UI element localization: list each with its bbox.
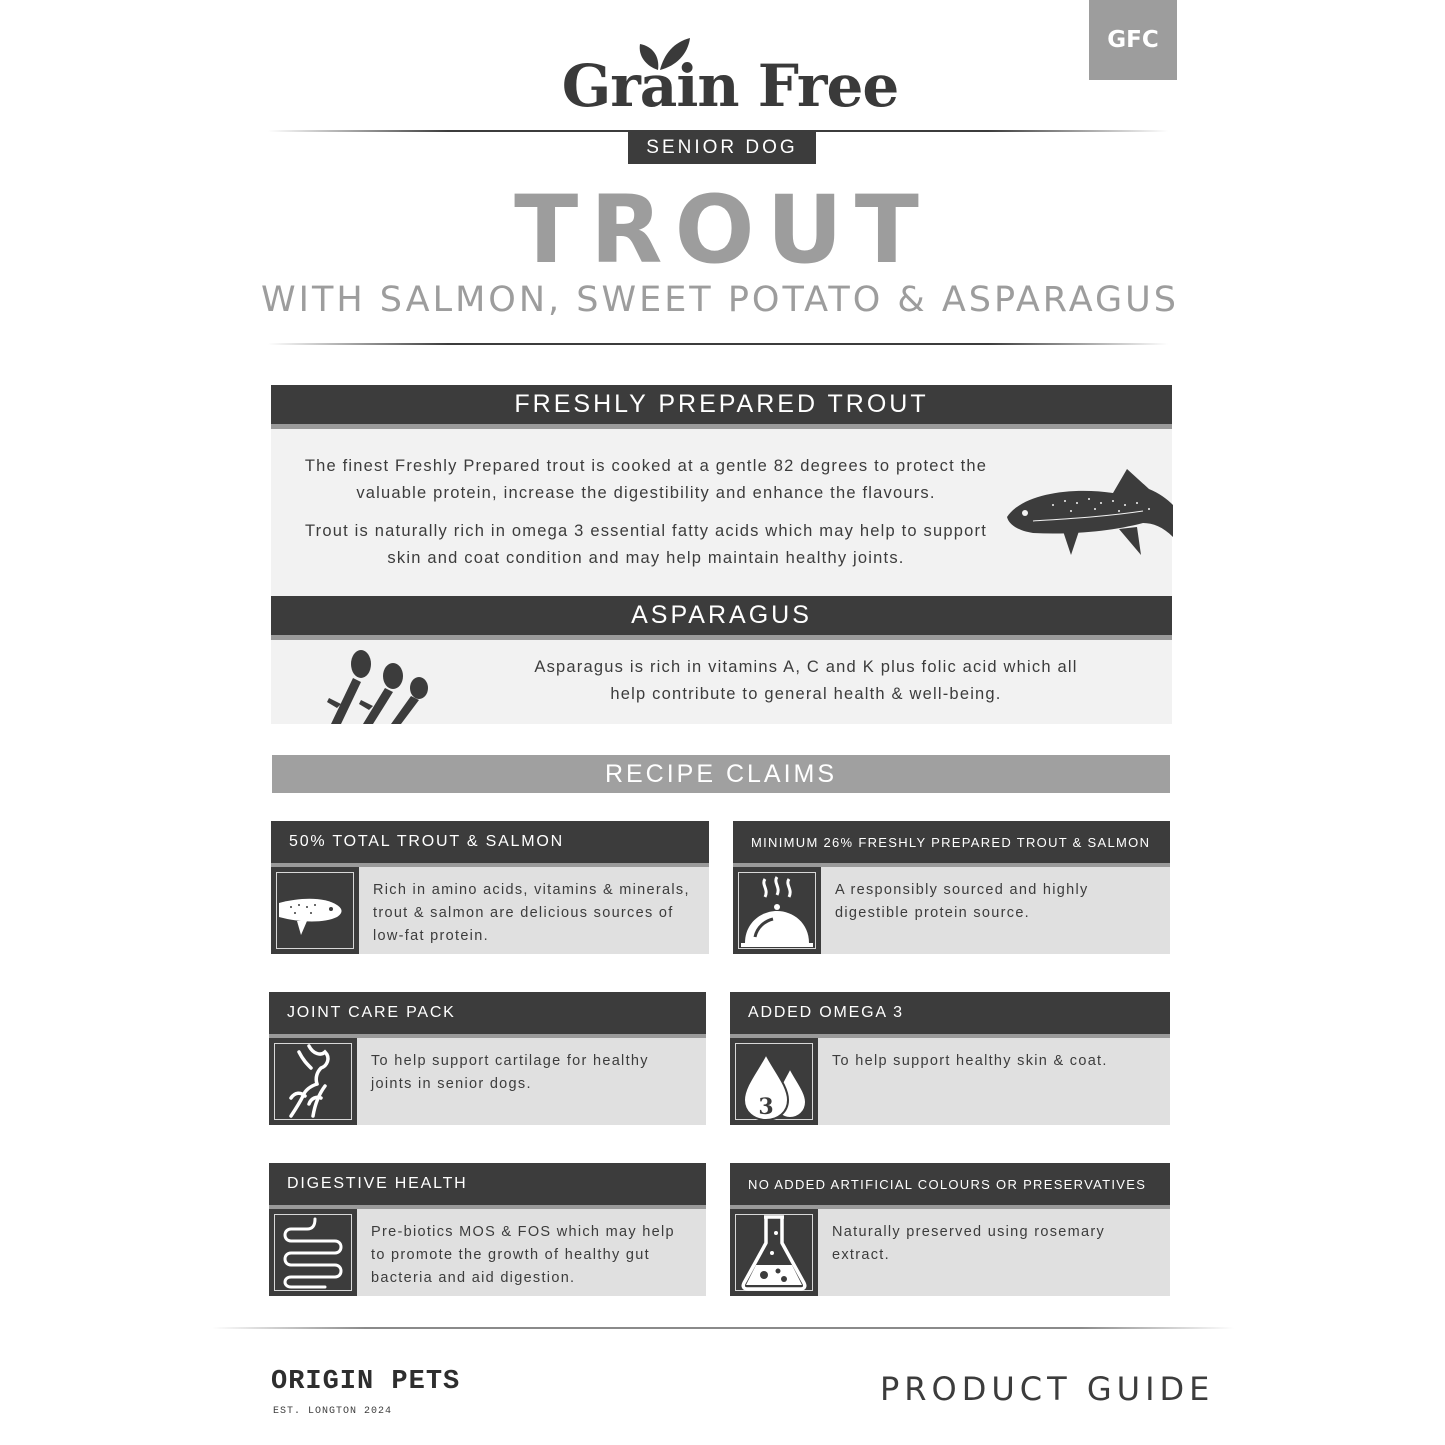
claim-card-no-additives [730,1163,1170,1296]
brand-logo: Grain Free [561,52,899,120]
claim-title: ADDED OMEGA 3 [730,992,1170,1038]
claim-card-digestive-health [269,1163,706,1296]
company-name: ORIGIN PETS [271,1367,461,1397]
trout-icon [1003,465,1175,557]
claim-title: MINIMUM 26% FRESHLY PREPARED TROUT & SALMON [733,821,1170,867]
claim-text: Pre-biotics MOS & FOS which may help to promote the growth of healthy gut bacteria and aid digestion. [371,1224,675,1286]
claim-title: DIGESTIVE HEALTH [269,1163,706,1209]
intestine-icon [269,1209,357,1296]
claim-title: JOINT CARE PACK [269,992,706,1038]
recipe-claims-heading: RECIPE CLAIMS [272,755,1170,793]
omega-drops-icon [730,1038,818,1125]
gfc-badge: GFC [1089,0,1177,80]
claim-title: 50% TOTAL TROUT & SALMON [271,821,709,867]
claim-card-total-protein [271,821,709,954]
joint-icon [269,1038,357,1125]
product-title: TROUT [514,176,931,285]
claim-card-fresh-protein [733,821,1170,954]
flask-icon [730,1209,818,1296]
document-type: PRODUCT GUIDE [880,1370,1215,1408]
footer-rule [212,1327,1234,1329]
section-heading-trout: FRESHLY PREPARED TROUT [271,385,1172,429]
claim-text: Naturally preserved using rosemary extract. [832,1224,1106,1263]
claim-text: Rich in amino acids, vitamins & minerals, trout & salmon are delicious sources of low-fat protein. [373,882,690,944]
claim-text: To help support healthy skin & coat. [832,1053,1108,1069]
claim-text: A responsibly sourced and highly digestible protein source. [835,882,1089,921]
trout-paragraph-1: The finest Freshly Prepared trout is cooked at a gentle 82 degrees to protect the valuable protein, increase the digestibility and enhance the flavours. [304,457,988,502]
asparagus-paragraph: Asparagus is rich in vitamins A, C and K plus folic acid which all help contribute to general health & well-being. [534,658,1078,703]
claim-card-omega-3 [730,992,1170,1125]
omega-3-label: 3 [758,1094,774,1120]
title-rule [268,343,1168,345]
section-trout-panel [271,429,1172,596]
product-subtitle: WITH SALMON, SWEET POTATO & ASPARAGUS [261,280,1179,320]
company-established: EST. LONGTON 2024 [273,1406,393,1417]
life-stage-tag: SENIOR DOG [628,132,816,164]
claim-text: To help support cartilage for healthy joints in senior dogs. [371,1053,649,1092]
section-asparagus-panel [271,640,1172,724]
section-heading-asparagus: ASPARAGUS [271,596,1172,640]
claim-title: NO ADDED ARTIFICIAL COLOURS OR PRESERVATIVES [730,1163,1170,1209]
claim-card-joint-care [269,992,706,1125]
fish-icon [271,867,359,954]
cloche-icon [733,867,821,954]
trout-paragraph-2: Trout is naturally rich in omega 3 essential fatty acids which may help to support skin and coat condition and may help maintain healthy joints. [305,522,987,567]
asparagus-icon [327,648,433,724]
